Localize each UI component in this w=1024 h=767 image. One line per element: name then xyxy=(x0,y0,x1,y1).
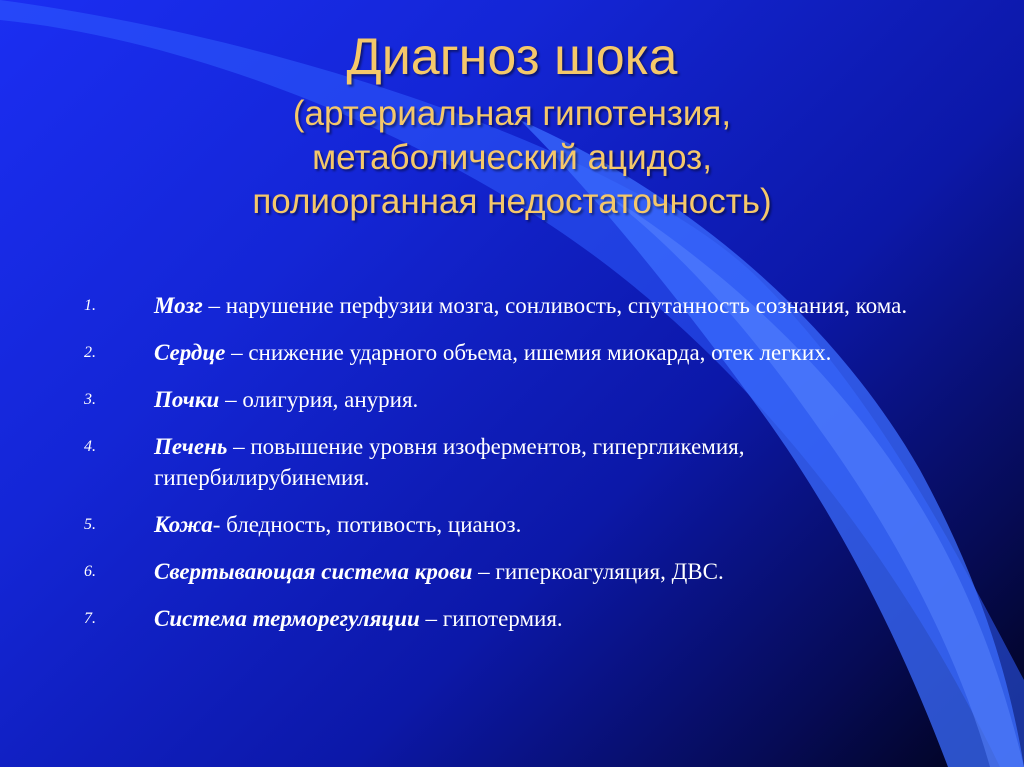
list-item-term: Сердце xyxy=(154,340,226,365)
slide-subtitle-line-1: (артериальная гипотензия, xyxy=(292,94,732,133)
list-item-term: Кожа xyxy=(154,512,213,537)
list-item-liver xyxy=(84,431,914,493)
list-item-number: 1. xyxy=(84,297,96,314)
slide-title: Диагноз шока xyxy=(346,28,678,86)
slide-title-block xyxy=(60,22,964,224)
list-item-thermoregulation xyxy=(84,603,914,634)
organ-list xyxy=(84,290,914,650)
list-item-text: – гиперкоагуляция, ДВС. xyxy=(472,559,724,584)
list-item-kidneys xyxy=(84,384,914,415)
list-item-text: – повышение уровня изоферментов, гипергликемия, гипербилирубинемия. xyxy=(154,434,745,490)
list-item-body xyxy=(154,290,914,321)
list-item-term: Свертывающая система крови xyxy=(154,559,473,584)
list-item-body xyxy=(154,509,914,540)
list-item-coagulation xyxy=(84,556,914,587)
list-item-text: – гипотермия. xyxy=(419,606,563,631)
list-item-number: 4. xyxy=(84,438,96,455)
slide-subtitle-line-3: полиорганная недостаточность) xyxy=(252,182,772,221)
list-item-term: Система терморегуляции xyxy=(154,606,420,631)
list-item-number: 7. xyxy=(84,610,96,627)
list-item-term: Мозг xyxy=(154,293,203,318)
list-item-brain xyxy=(84,290,914,321)
list-item-text: – олигурия, анурия. xyxy=(219,387,419,412)
list-item-number: 6. xyxy=(84,563,96,580)
list-item-number: 2. xyxy=(84,344,96,361)
list-item-number: 5. xyxy=(84,516,96,533)
list-item-term: Почки xyxy=(154,387,220,412)
list-item-body xyxy=(154,556,914,587)
list-item-skin xyxy=(84,509,914,540)
list-item-number: 3. xyxy=(84,391,96,408)
list-item-body xyxy=(154,384,914,415)
list-item-body xyxy=(154,431,914,493)
list-item-text: – снижение ударного объема, ишемия миокарда, отек легких. xyxy=(225,340,832,365)
list-item-heart xyxy=(84,337,914,368)
list-item-body xyxy=(154,337,914,368)
list-item-text: – нарушение перфузии мозга, сонливость, спутанность сознания, кома. xyxy=(202,293,908,318)
list-item-text: - бледность, потивость, цианоз. xyxy=(212,512,522,537)
list-item-body xyxy=(154,603,914,634)
list-item-term: Печень xyxy=(154,434,228,459)
slide-subtitle-line-2: метаболический ацидоз, xyxy=(312,138,712,177)
